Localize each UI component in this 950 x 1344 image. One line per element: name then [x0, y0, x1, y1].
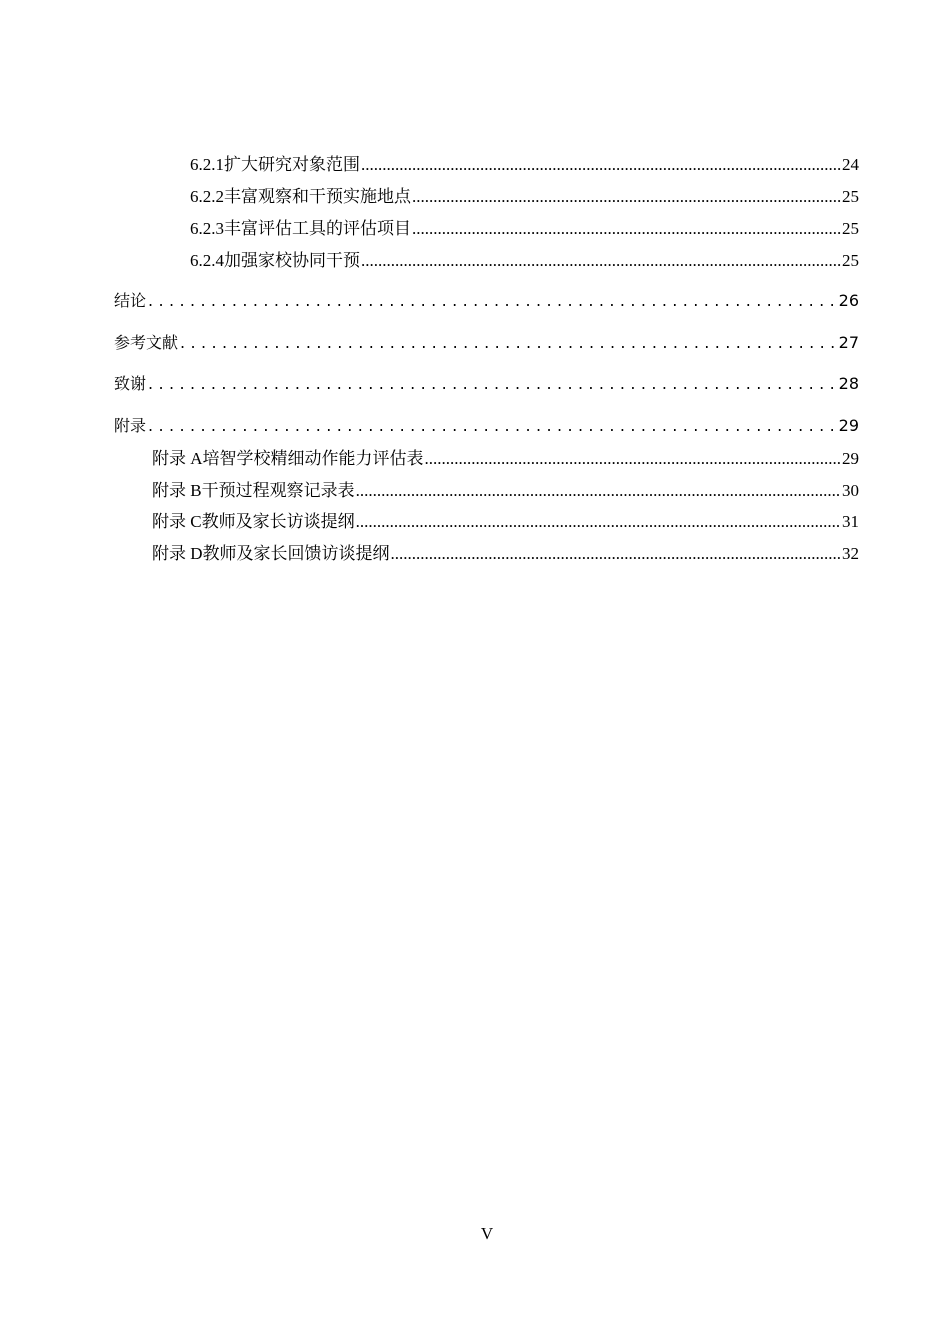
dot-leader: [356, 512, 841, 532]
dot-leader: [361, 251, 841, 271]
toc-entry-appendix-c[interactable]: [152, 507, 859, 532]
toc-entry-page: 24: [842, 155, 859, 174]
dot-leader: [412, 187, 841, 207]
toc-entry-acknowledgements[interactable]: [114, 371, 859, 394]
toc-entry-page: 25: [842, 187, 859, 206]
toc-entry-page: 28: [838, 374, 859, 393]
toc-entry-6-2-1[interactable]: [190, 150, 859, 175]
toc-entry-appendix-b[interactable]: [152, 476, 859, 501]
toc-entry-number: 6.2.4: [190, 251, 224, 270]
toc-entry-number: 6.2.3: [190, 219, 224, 238]
toc-entry-title: 扩大研究对象范围: [224, 155, 360, 174]
toc-entry-page: 29: [842, 449, 859, 468]
dot-leader: [148, 416, 836, 435]
toc-entry-references[interactable]: [114, 330, 859, 353]
toc-entry-number: 6.2.1: [190, 155, 224, 174]
toc-entry-number: 附录 A: [152, 449, 203, 468]
page-number-footer: V: [480, 1224, 494, 1243]
dot-leader: [412, 219, 841, 239]
dot-leader: [148, 374, 836, 393]
toc-entry-6-2-4[interactable]: [190, 246, 859, 271]
dot-leader: [425, 449, 841, 469]
toc-entry-page: 25: [842, 219, 859, 238]
toc-entry-conclusion[interactable]: [114, 288, 859, 311]
toc-entry-appendix[interactable]: [114, 413, 859, 436]
toc-entry-page: 29: [838, 416, 859, 435]
toc-entry-title: 培智学校精细动作能力评估表: [202, 449, 424, 468]
toc-entry-page: 27: [838, 333, 859, 352]
toc-entry-title: 教师及家长访谈提纲: [201, 512, 355, 531]
dot-leader: [180, 333, 836, 352]
toc-entry-title: 结论: [114, 291, 147, 310]
toc-entry-title: 加强家校协同干预: [224, 251, 360, 270]
toc-entry-number: 附录 D: [152, 544, 203, 563]
toc-entry-number: 6.2.2: [190, 187, 224, 206]
toc-entry-page: 31: [842, 512, 859, 531]
toc-entry-6-2-3[interactable]: [190, 214, 859, 239]
toc-entry-title: 附录: [114, 416, 147, 435]
toc-entry-title: 致谢: [114, 374, 147, 393]
toc-entry-appendix-d[interactable]: [152, 539, 859, 564]
dot-leader: [148, 291, 836, 310]
toc-entry-title: 丰富观察和干预实施地点: [224, 187, 411, 206]
dot-leader: [361, 155, 841, 175]
toc-entry-title: 丰富评估工具的评估项目: [224, 219, 411, 238]
toc-entry-number: 附录 B: [152, 481, 202, 500]
toc-entry-title: 教师及家长回馈访谈提纲: [202, 544, 390, 563]
toc-entry-title: 干预过程观察记录表: [201, 481, 355, 500]
toc-entry-page: 32: [842, 544, 859, 563]
toc-entry-page: 26: [838, 291, 859, 310]
toc-entry-page: 30: [842, 481, 859, 500]
dot-leader: [356, 481, 841, 501]
toc-entry-number: 附录 C: [152, 512, 202, 531]
dot-leader: [391, 544, 841, 564]
toc-entry-appendix-a[interactable]: [152, 444, 859, 469]
toc-entry-title: 参考文献: [114, 333, 179, 352]
toc-entry-6-2-2[interactable]: [190, 182, 859, 207]
toc-entry-page: 25: [842, 251, 859, 270]
